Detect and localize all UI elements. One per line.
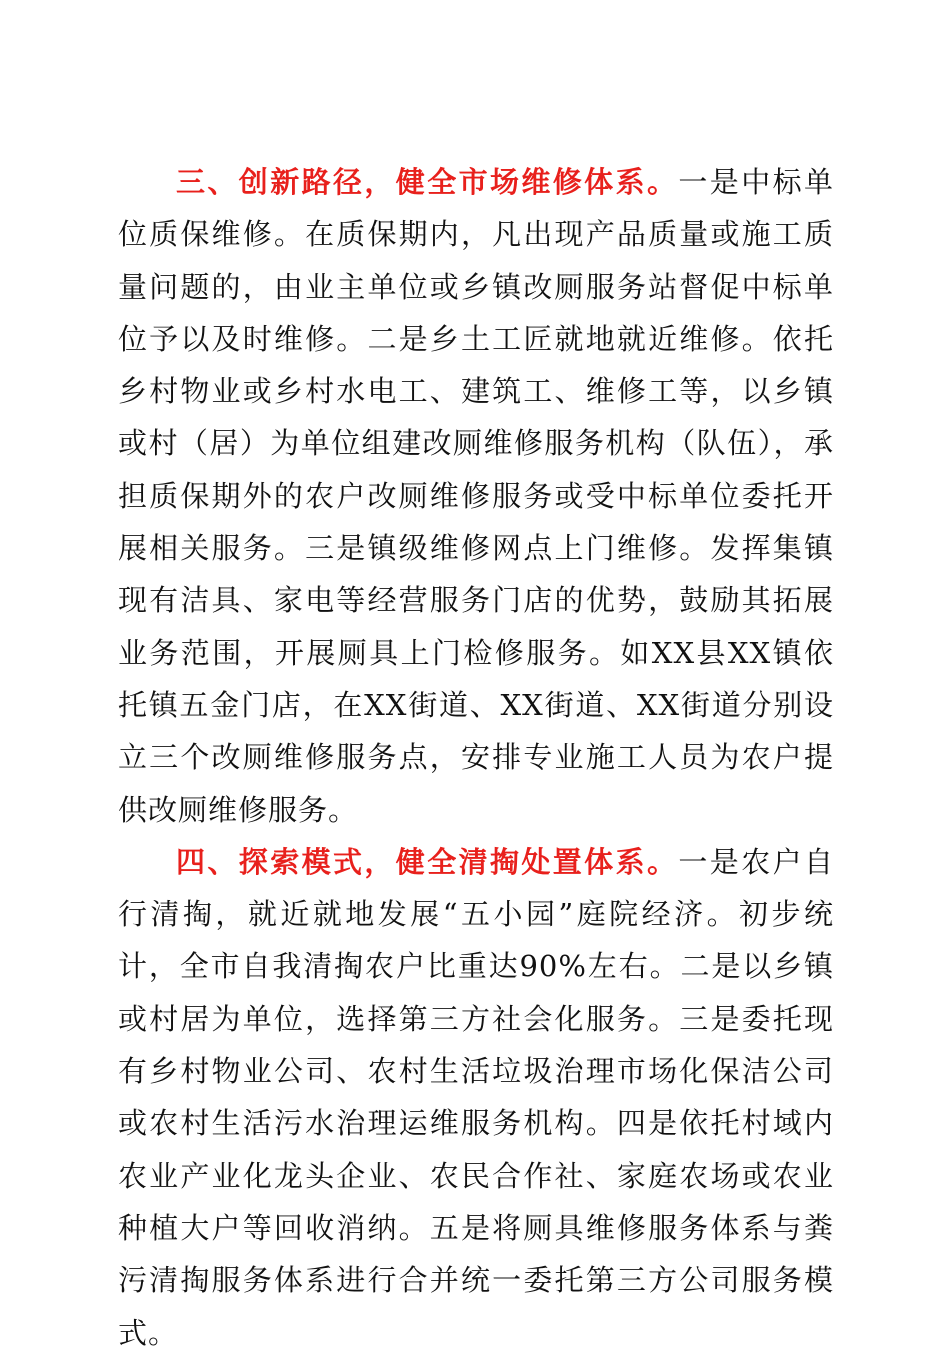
paragraph-heading: 四、探索模式，健全清掏处置体系。 bbox=[176, 844, 679, 879]
paragraph-text: 一是中标单位质保维修。在质保期内，凡出现产品质量或施工质量问题的，由业主单位或乡镇改厕服务站督促中标单位予以及时维修。二是乡土工匠就地就近维修。依托乡村物业或乡村水电工、建筑工、维修工等，以乡镇或村（居）为单位组建改厕维修服务机构（队伍），承担质保期外的农户改厕维修服务或受中标单位委托开展相关服务。三是镇级维修网点上门维修。发挥集镇现有洁具、家电等经营服务门店的优势，鼓励其拓展业务范围，开展厕具上门检修服务。如XX县XX镇依托镇五金门店，在XX街道、XX街道、XX街道分别设立三个改厕维修服务点，安排专业施工人员为农户提供改厕维修服务。 bbox=[118, 165, 834, 827]
document-body bbox=[118, 156, 834, 1359]
paragraph-heading: 三、创新路径，健全市场维修体系。 bbox=[176, 165, 679, 199]
paragraph-cleanout-system bbox=[118, 836, 834, 1359]
paragraph-maintenance-system bbox=[118, 156, 834, 836]
paragraph-text: 一是农户自行清掏，就近就地发展“五小园”庭院经济。初步统计，全市自我清掏农户比重达90%左右。二是以乡镇或村居为单位，选择第三方社会化服务。三是委托现有乡村物业公司、农村生活垃圾治理市场化保洁公司或农村生活污水治理运维服务机构。四是依托村域内农业产业化龙头企业、农民合作社、家庭农场或农业种植大户等回收消纳。五是将厕具维修服务体系与粪污清掏服务体系进行合并统一委托第三方公司服务模式。 bbox=[118, 844, 834, 1350]
